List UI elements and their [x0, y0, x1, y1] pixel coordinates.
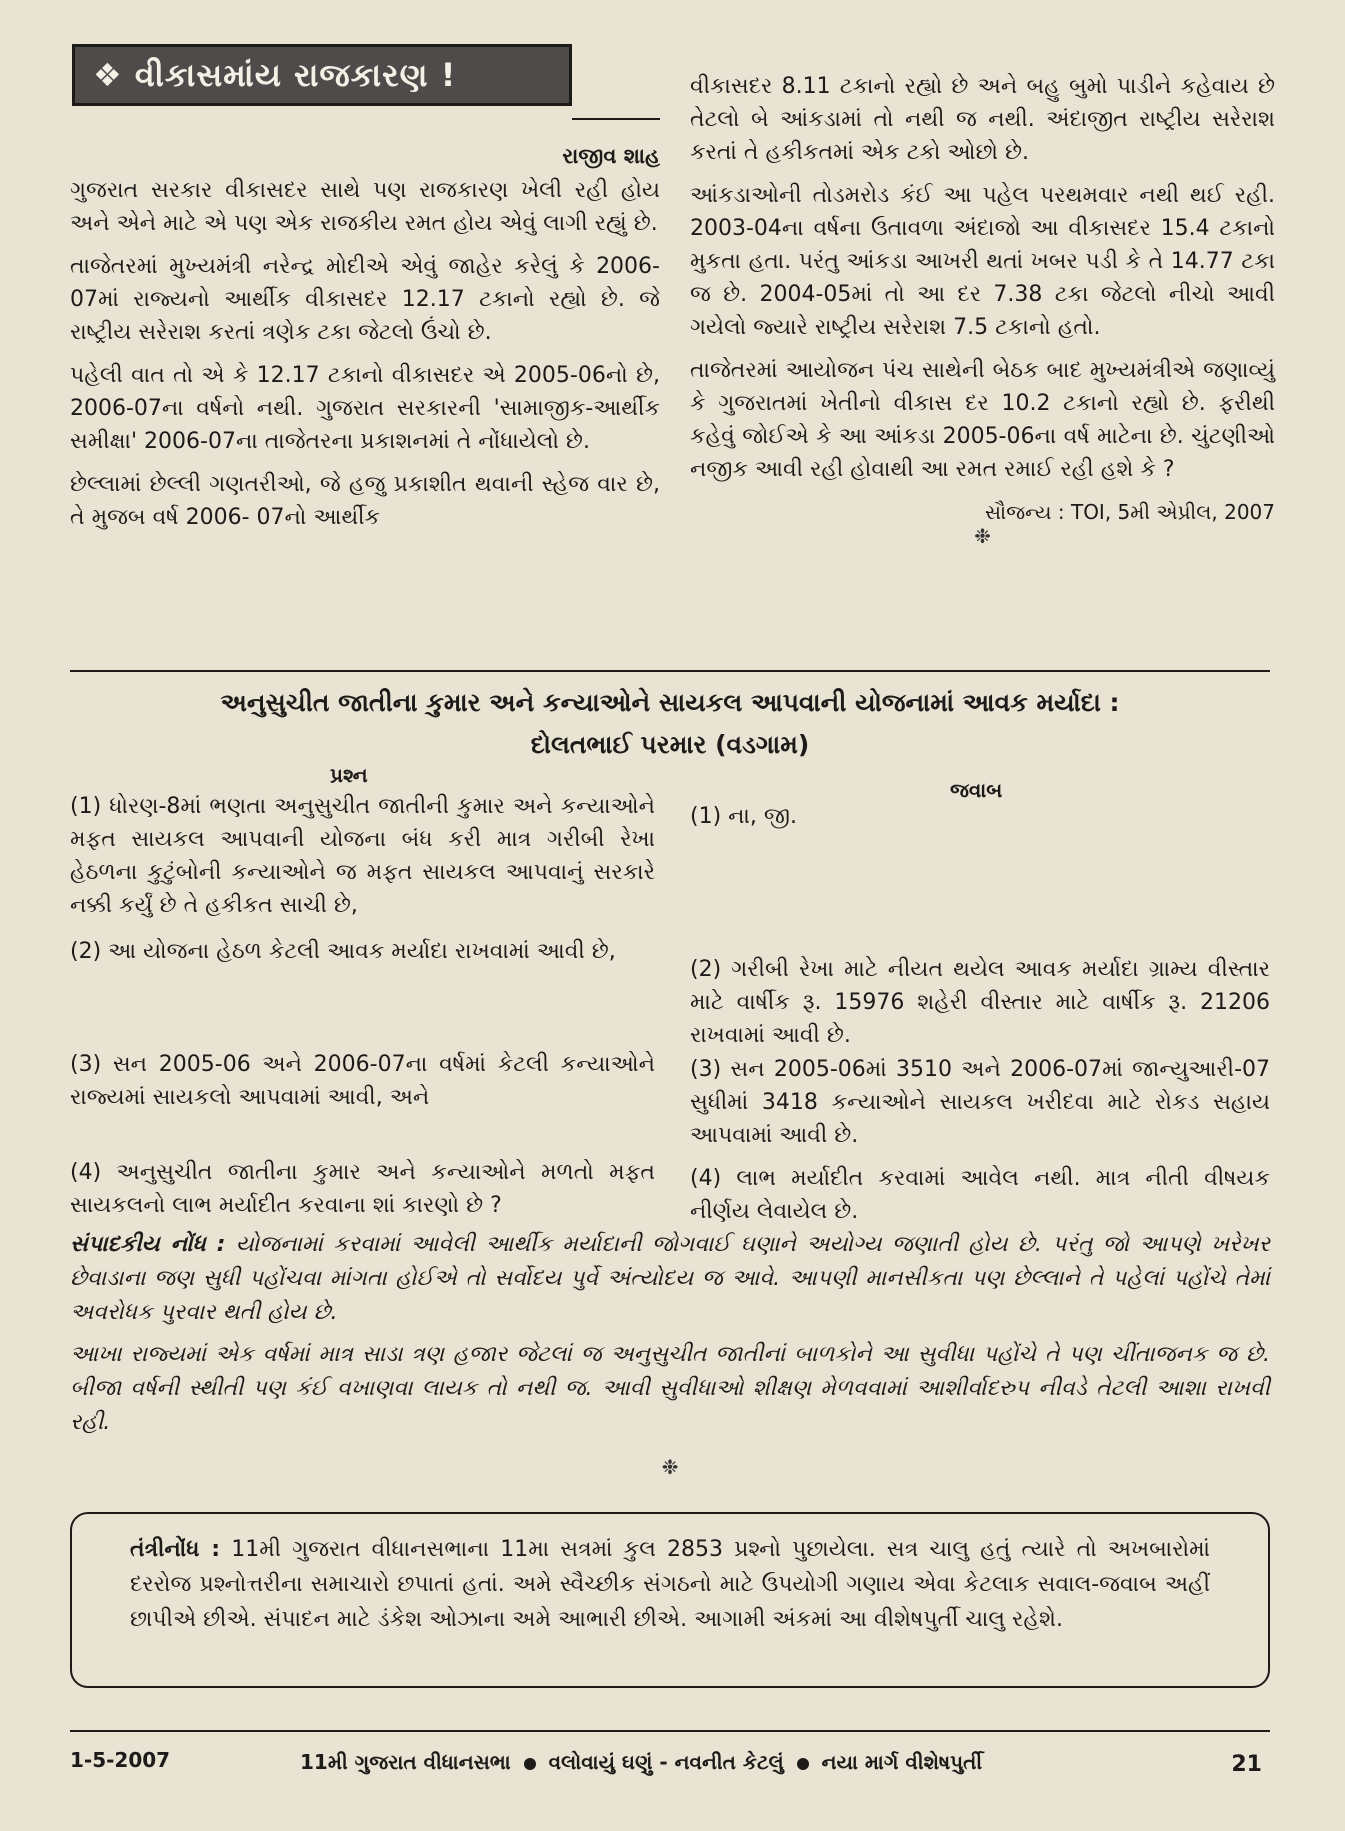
article-right-column	[690, 70, 1275, 548]
answer-2: (2) ગરીબી રેખા માટે નીયત થયેલ આવક મર્યાદા ગ્રામ્ય વીસ્તાર માટે વાર્ષીક રૂ. 15976 શહેરી વીસ્તાર માટે વાર્ષીક રૂ. 21206 રાખવામાં આવી છે.	[690, 957, 1270, 1048]
footer-title-part-3: નયા માર્ગ વીશેષપુર્તી	[821, 1750, 983, 1774]
footer-divider	[70, 1730, 1270, 1732]
question-1: (1) ધોરણ-8માં ભણતા અનુસુચીત જાતીની કુમાર અને કન્યાઓને મફત સાયકલ આપવાની યોજના બંધ કરી માત્ર ગરીબી રેખા હેઠળના કુટુંબોની કન્યાઓને જ મફત સાયકલ આપવાનું સરકારે નક્કી કર્યું છે તે હકીકત સાચી છે,	[70, 794, 655, 918]
editor-note-paragraph: યોજનામાં કરવામાં આવેલી આર્થીક મર્યાદાની જોગવાઈ ઘણાને અયોગ્ય જણાતી હોય છે. પરંતુ જો આપણે ખરેખર છેવાડાના જણ સુધી પહોંચવા માંગતા હોઈએ તો સર્વોદય પુર્વે અંત્યોદય જ આવે. આપણી માનસીકતા પણ છેલ્લાને તે પહેલાં પહોંચે તેમાં અવરોધક પુરવાર થતી હોય છે.	[70, 1232, 1271, 1325]
question-2: (2) આ યોજના હેઠળ કેટલી આવક મર્યાદા રાખવામાં આવી છે,	[70, 939, 616, 964]
page-footer	[70, 1738, 1270, 1788]
separator-asterism-icon: ❉	[974, 524, 991, 548]
qa-member: દોલતભાઈ પરમાર (વડગામ)	[530, 730, 810, 759]
editor-note	[70, 1228, 1270, 1484]
article-paragraph: છેલ્લામાં છેલ્લી ગણતરીઓ, જે હજુ પ્રકાશીત થવાની સ્હેજ વાર છે, તે મુજબ વર્ષ 2006- 07નો આર્થીક	[70, 472, 660, 530]
article-paragraph: ગુજરાત સરકાર વીકાસદર સાથે પણ રાજકારણ ખેલી રહી હોય અને એને માટે એ પણ એક રાજકીય રમત હોય એવું લાગી રહ્યું છે.	[70, 178, 660, 236]
article-title: ❖ વીકાસમાંય રાજકારણ !	[93, 55, 457, 94]
footer-title-part-2: વલોવાયું ઘણું - નવનીત કેટલું	[548, 1750, 784, 1774]
qa-title: અનુસુચીત જાતીના કુમાર અને કન્યાઓને સાયકલ આપવાની યોજનામાં આવક મર્યાદા :	[220, 688, 1120, 717]
article-paragraph: તાજેતરમાં મુખ્યમંત્રી નરેન્દ્ર મોદીએ એવું જાહેર કરેલું કે 2006-07માં રાજ્યનો આર્થીક વીકાસદર 12.17 ટકાનો રહ્યો છે. જે રાષ્ટ્રીય સરેરાશ કરતાં ત્રણેક ટકા જેટલો ઉંચો છે.	[70, 254, 660, 345]
article-paragraph: વીકાસદર 8.11 ટકાનો રહ્યો છે અને બહુ બુમો પાડીને કહેવાય છે તેટલો બે આંકડામાં તો નથી જ નથી. અંદાજીત રાષ્ટ્રીય સરેરાશ કરતાં તે હકીકતમાં એક ટકો ઓછો છે.	[690, 74, 1275, 165]
footer-title-part-1: 11મી ગુજરાત વીધાનસભા	[300, 1750, 511, 1774]
answer-1: (1) ના, જી.	[690, 804, 798, 829]
question-4: (4) અનુસુચીત જાતીના કુમાર અને કન્યાઓને મળતો મફત સાયકલનો લાભ મર્યાદીત કરવાના શાં કારણો છે ?	[70, 1160, 655, 1218]
editor-note-label: સંપાદકીય નોંધ :	[70, 1232, 226, 1257]
answer-label: જવાબ	[950, 778, 1003, 802]
answer-3: (3) સન 2005-06માં 3510 અને 2006-07માં જાન્યુઆરી-07 સુધીમાં 3418 કન્યાઓને સાયકલ ખરીદવા માટે રોકડ સહાય આપવામાં આવી છે.	[690, 1057, 1270, 1148]
publisher-note-text: 11મી ગુજરાત વીધાનસભાના 11મા સત્રમાં કુલ 2853 પ્રશ્નો પુછાયેલા. સત્ર ચાલુ હતું ત્યારે તો અખબારોમાં દરરોજ પ્રશ્નોત્તરીના સમાચારો છપાતાં હતાં. અમે સ્વૈચ્છીક સંગઠનો માટે ઉપયોગી ગણાય એવા કેટલાક સવાલ-જવાબ અહીં છાપીએ છીએ. સંપાદન માટે ડંકેશ ઓઝાના અમે આભારી છીએ. આગામી અંકમાં આ વીશેષપુર્તી ચાલુ રહેશે.	[130, 1537, 1210, 1632]
section-divider	[70, 670, 1270, 672]
editor-note-paragraph-2: આખા રાજ્યમાં એક વર્ષમાં માત્ર સાડા ત્રણ હજાર જેટલાં જ અનુસુચીત જાતીનાં બાળકોને આ સુવીધા પહોંચે તે પણ ચીંતાજનક જ છે. બીજા વર્ષની સ્થીતી પણ કંઈ વખાણવા લાયક તો નથી જ. આવી સુવીધાઓ શીક્ષણ મેળવવામાં આશીર્વાદરુપ નીવડે તેટલી આશા રાખવી રહી.	[70, 1342, 1270, 1435]
question-3: (3) સન 2005-06 અને 2006-07ના વર્ષમાં કેટલી કન્યાઓને રાજ્યમાં સાયકલો આપવામાં આવી, અને	[70, 1052, 655, 1110]
footer-title	[300, 1750, 982, 1774]
page-number: 21	[1231, 1752, 1262, 1777]
article-title-banner	[72, 44, 572, 106]
publisher-note-label: તંત્રીનોંધ :	[130, 1537, 221, 1562]
article-author: રાજીવ શાહ	[562, 144, 660, 168]
article-paragraph: તાજેતરમાં આયોજન પંચ સાથેની બેઠક બાદ મુખ્યમંત્રીએ જણાવ્યું કે ગુજરાતમાં ખેતીનો વીકાસ દર 10.2 ટકાનો રહ્યો છે. ફરીથી કહેવું જોઈએ કે આ આંકડા 2005-06ના વર્ષ માટેના છે. ચુંટણીઓ નજીક આવી રહી હોવાથી આ રમત રમાઈ રહી હશે કે ?	[690, 358, 1275, 482]
separator-asterism-icon: ❉	[661, 1455, 679, 1479]
question-label: પ્રશ્ન	[330, 763, 368, 787]
bullet-icon	[524, 1758, 536, 1770]
article-source: સૌજન્ય : TOI, 5મી એપ્રીલ, 2007	[984, 500, 1275, 524]
article-paragraph: આંકડાઓની તોડમરોડ કંઈ આ પહેલ પરથમવાર નથી થઈ રહી. 2003-04ના વર્ષના ઉતાવળા અંદાજો આ વીકાસદર 15.4 ટકાનો મુકતા હતા. પરંતુ આંકડા આખરી થતાં ખબર પડી કે તે 14.77 ટકા જ છે. 2004-05માં તો આ દર 7.38 ટકા જેટલો નીચો આવી ગયેલો જ્યારે રાષ્ટ્રીય સરેરાશ 7.5 ટકાનો હતો.	[690, 183, 1275, 340]
footer-date: 1-5-2007	[70, 1748, 171, 1772]
title-underline	[572, 118, 660, 120]
answer-4: (4) લાભ મર્યાદીત કરવામાં આવેલ નથી. માત્ર નીતી વીષયક નીર્ણય લેવાયેલ છે.	[690, 1166, 1270, 1224]
article-paragraph: પહેલી વાત તો એ કે 12.17 ટકાનો વીકાસદર એ 2005-06નો છે, 2006-07ના વર્ષનો નથી. ગુજરાત સરકારની 'સામાજીક-આર્થીક સમીક્ષા' 2006-07ના તાજેતરના પ્રકાશનમાં તે નોંધાયેલો છે.	[70, 363, 660, 454]
article-left-column	[70, 140, 660, 544]
bullet-icon	[797, 1758, 809, 1770]
publisher-note-box	[70, 1512, 1270, 1688]
